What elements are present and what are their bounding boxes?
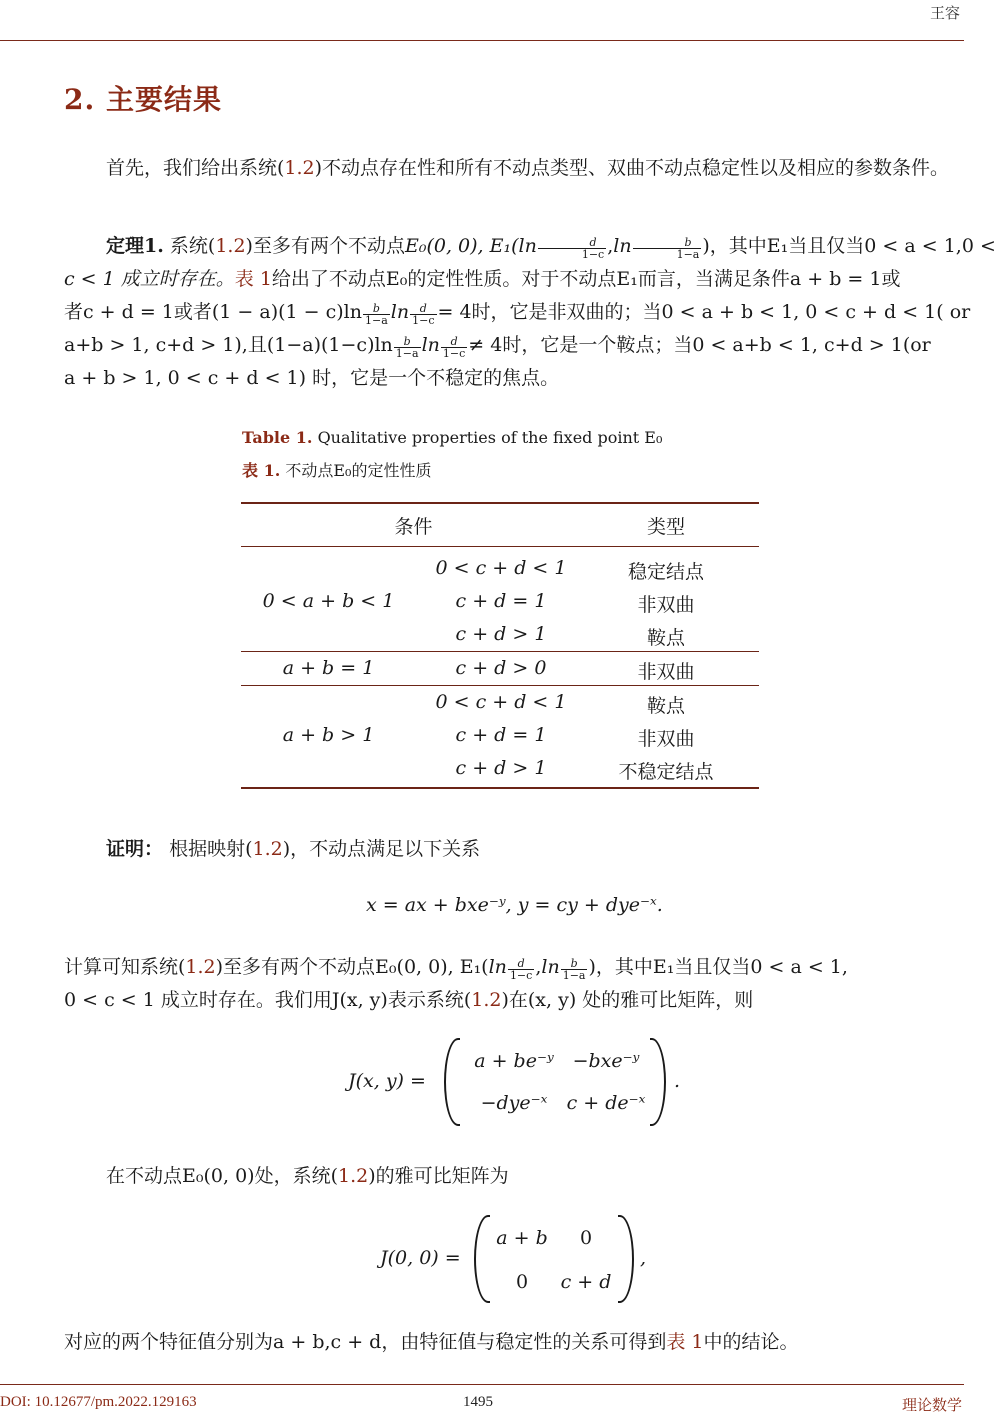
proof-intro: 证明： 根据映射(1.2)，不动点满足以下关系 [106, 838, 481, 860]
right-paren [650, 1038, 666, 1126]
table-header-rule [241, 546, 759, 547]
matrix-cell: −bxe⁻ʸ [572, 1050, 640, 1072]
proof-label: 证明： [106, 838, 164, 860]
header-rule [0, 40, 964, 41]
table-cell-cd: c + d = 1 [455, 590, 547, 612]
equation-ref-link[interactable]: 1.2 [185, 956, 216, 978]
table-cell-ab: a + b = 1 [282, 657, 375, 679]
left-paren [474, 1215, 490, 1303]
jacobian-matrix [444, 1038, 666, 1126]
table-cell-type: 非双曲 [637, 728, 695, 750]
j0-lhs: J(0, 0) = [380, 1247, 461, 1269]
matrix-cell: a + be⁻ʸ [474, 1050, 554, 1072]
table-cell-type: 非双曲 [637, 594, 695, 616]
matrix-cell: c + de⁻ˣ [566, 1092, 646, 1114]
matrix-cell: a + b [496, 1227, 548, 1249]
table-cell-type: 非双曲 [637, 661, 695, 683]
table-cell-type: 不稳定结点 [618, 761, 714, 783]
equation-ref-link[interactable]: 1.2 [337, 1165, 369, 1187]
footer-rule [0, 1384, 964, 1385]
equation-ref-link[interactable]: 1.2 [252, 838, 283, 860]
equation-ref-link[interactable]: 1.2 [215, 235, 246, 257]
j0-end: , [640, 1247, 647, 1269]
fixed-point-equation: x = ax + bxe⁻ʸ, y = cy + dye⁻ˣ. [366, 894, 663, 916]
matrix-cell: 0 [515, 1271, 529, 1293]
table-cell-cd: c + d = 1 [455, 724, 547, 746]
intro-paragraph: 首先，我们给出系统(1.2)不动点存在性和所有不动点类型、双曲不动点稳定性以及相应的参数条件。 [106, 157, 950, 179]
j0-matrix [474, 1215, 634, 1303]
table-caption-en: Table 1. Qualitative properties of the fixed point E₀ [242, 428, 663, 447]
equation-ref-link[interactable]: 1.2 [471, 989, 502, 1011]
jacobian-lhs: J(x, y) = [348, 1070, 426, 1092]
theorem-label: 定理1. [106, 235, 164, 257]
table-cell-ab: a + b > 1 [282, 724, 375, 746]
footer-doi-link[interactable]: DOI: 10.12677/pm.2022.129163 [0, 1394, 197, 1410]
table-top-rule [241, 502, 759, 504]
table-bottom-rule [241, 787, 759, 789]
table-caption-cn: 表 1. 不动点E₀的定性性质 [242, 461, 432, 480]
table-cell-cd: 0 < c + d < 1 [435, 691, 567, 713]
matrix-cell: 0 [579, 1227, 593, 1249]
equation-ref-link[interactable]: 1.2 [284, 157, 315, 179]
table-ref-link[interactable]: 表 1 [666, 1331, 704, 1353]
right-paren [618, 1215, 634, 1303]
proof-conclusion: 对应的两个特征值分别为a + b,c + d，由特征值与稳定性的关系可得到表 1中的结论。 [64, 1331, 799, 1353]
theorem-1: 定理1. 系统(1.2)至多有两个不动点E₀(0, 0), E₁(ln $\frac{d}{1-c}$ ,ln $\frac{b}{1-a}$ )，其中E₁当且仅当0 < a < 1,0 < c < 1 成立时存在。表 1给出了不动点E₀的定性性质。对于不动点E₁而言，当满足条件a + b = 1或 者c + d = 1或者(1 − a)(1 − c)ln $\frac{b}{1-a}$ ln $\frac{d}{1-c}$ = 4时，它是非双曲的；当0 < a + b < 1, 0 < c + d < 1( or a+b > 1, c+d > 1),且(1−a)(1−c)ln $\frac{b}{1-a}$ ln $\frac{d}{1-c}$ ≠ 4时，它是一个鞍点；当0 < a+b < 1, c+d > 1(or a + b > 1, 0 < c + d < 1) 时，它是一个不稳定的焦点。 [64, 235, 996, 389]
table-cell-ab: 0 < a + b < 1 [262, 590, 395, 612]
table-cell-cd: 0 < c + d < 1 [435, 557, 567, 579]
table-cell-cd: c + d > 1 [455, 757, 547, 779]
table-cell-type: 稳定结点 [627, 561, 704, 583]
table-cell-type: 鞍点 [646, 627, 685, 649]
table-cell-cd: c + d > 1 [455, 623, 547, 645]
table-header-type: 类型 [646, 516, 685, 538]
proof-paragraph-3: 在不动点E₀(0, 0)处，系统(1.2)的雅可比矩阵为 [106, 1165, 509, 1187]
proof-paragraph-2: 计算可知系统(1.2)至多有两个不动点E₀(0, 0), E₁(ln $\frac{d}{1-c}$ ,ln $\frac{b}{1-a}$ )，其中E₁当且仅当0 < a < 1, 0 < c < 1 成立时存在。我们用J(x, y)表示系统(1.2)在(x, y) 处的雅可比矩阵，则 [64, 956, 848, 1011]
section-title: 2. 主要结果 [64, 83, 222, 116]
table-ref-link[interactable]: 表 1 [234, 268, 272, 290]
table-group-rule [241, 685, 759, 686]
matrix-cell: c + d [560, 1271, 612, 1293]
table-group-rule [241, 651, 759, 652]
table-header-condition: 条件 [394, 516, 433, 538]
table-cell-cd: c + d > 0 [455, 657, 547, 679]
table-cell-type: 鞍点 [646, 695, 685, 717]
footer-page-number: 1495 [463, 1394, 493, 1410]
jacobian-end: . [674, 1070, 681, 1092]
header-author: 王容 [929, 4, 960, 22]
footer-journal-link[interactable]: 理论数学 [901, 1396, 962, 1414]
matrix-cell: −dye⁻ˣ [480, 1092, 548, 1114]
left-paren [444, 1038, 460, 1126]
